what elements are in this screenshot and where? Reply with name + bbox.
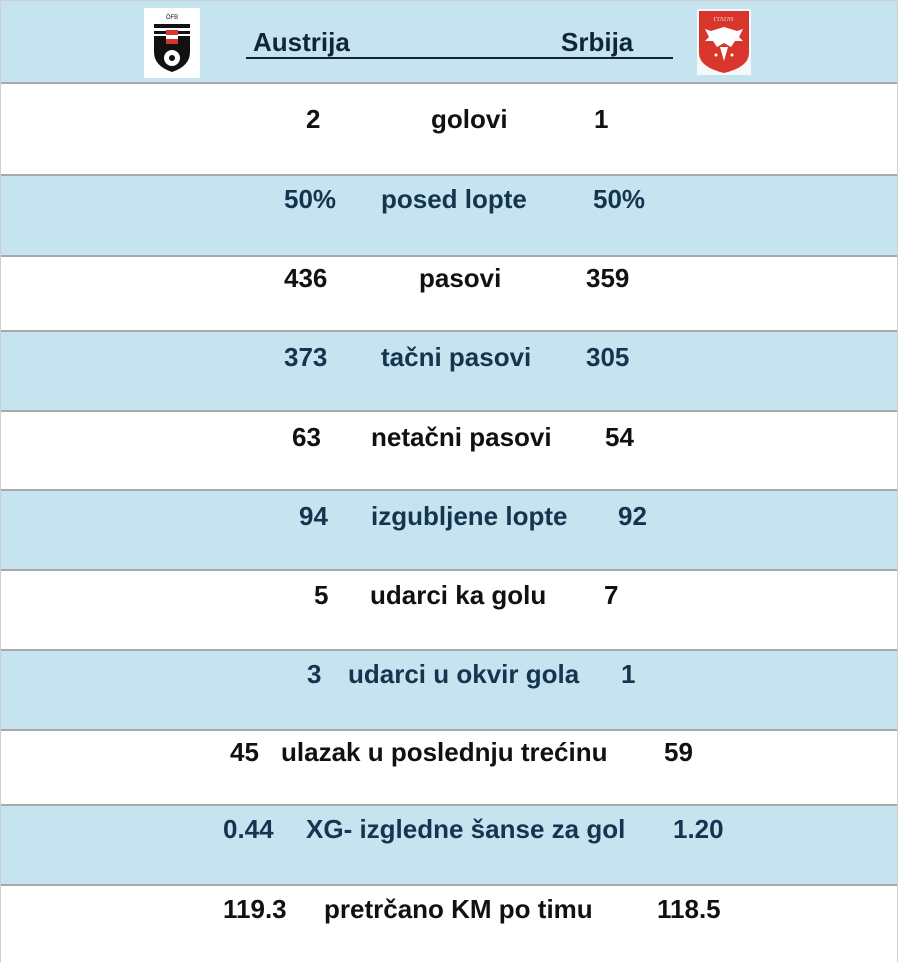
stat-label: golovi <box>431 104 508 134</box>
stat-row-distance-covered <box>1 886 897 963</box>
away-value: 92 <box>618 501 647 531</box>
home-value: 63 <box>292 422 321 452</box>
stat-row-passes <box>1 257 897 332</box>
stat-label: pretrčano KM po timu <box>324 894 593 924</box>
home-value: 373 <box>284 342 328 372</box>
stat-label: udarci ka golu <box>370 580 547 610</box>
stat-label: tačni pasovi <box>381 342 532 372</box>
teams-header <box>1 1 897 84</box>
stat-label: izgubljene lopte <box>371 501 568 531</box>
header-underline <box>246 57 673 59</box>
away-value: 59 <box>664 737 693 767</box>
stat-row-final-third-entries <box>1 731 897 806</box>
stat-label: netačni pasovi <box>371 422 552 452</box>
home-value: 94 <box>299 501 328 531</box>
home-value: 0.44 <box>223 814 274 844</box>
stat-row-shots-on-target <box>1 651 897 731</box>
stat-label: posed lopte <box>381 184 527 214</box>
away-value: 1 <box>621 659 636 689</box>
austria-crest-icon <box>144 8 200 78</box>
away-value: 118.5 <box>657 894 721 924</box>
home-value: 119.3 <box>223 894 287 924</box>
svg-text:ÖFB: ÖFB <box>165 15 179 21</box>
stat-row-inaccurate-passes <box>1 412 897 491</box>
stat-row-shots <box>1 571 897 651</box>
home-value: 436 <box>284 263 328 293</box>
away-team-name: Srbija <box>561 27 634 57</box>
stat-label: pasovi <box>419 263 502 293</box>
stat-row-lost-balls <box>1 491 897 571</box>
away-value: 1.20 <box>673 814 724 844</box>
svg-text:ΓΓΛΓΛΥ: ΓΓΛΓΛΥ <box>713 17 735 23</box>
away-value: 7 <box>604 580 619 610</box>
away-value: 1 <box>594 104 609 134</box>
home-value: 3 <box>307 659 322 689</box>
stat-label: XG- izgledne šanse za gol <box>306 814 626 844</box>
stat-label: udarci u okvir gola <box>348 659 580 689</box>
stat-row-xg <box>1 806 897 886</box>
home-value: 2 <box>306 104 321 134</box>
stat-label: ulazak u poslednju trećinu <box>281 737 608 767</box>
home-value: 5 <box>314 580 329 610</box>
home-value: 45 <box>230 737 259 767</box>
home-value: 50% <box>284 184 337 214</box>
stat-row-accurate-passes <box>1 332 897 412</box>
away-value: 54 <box>605 422 634 452</box>
stat-row-goals <box>1 84 897 176</box>
away-value: 50% <box>593 184 646 214</box>
serbia-crest-icon <box>697 9 751 75</box>
away-value: 359 <box>586 263 630 293</box>
stat-row-possession <box>1 176 897 257</box>
away-value: 305 <box>586 342 630 372</box>
home-team-name: Austrija <box>253 27 350 57</box>
